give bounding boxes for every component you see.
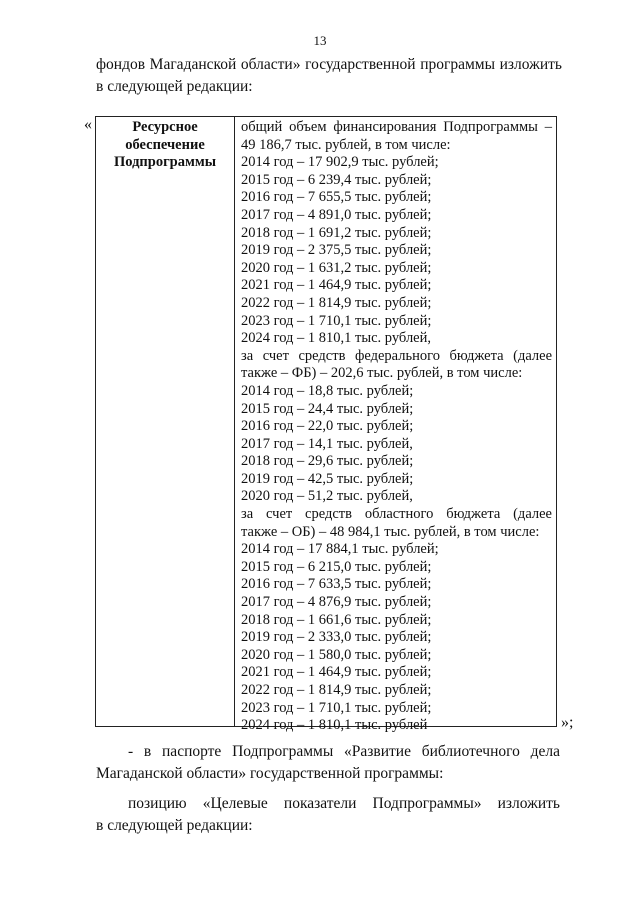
financing-line: 2014 год – 17 902,9 тыс. рублей; [241,154,439,171]
position-paragraph-line-2: в следующей редакции: [96,817,253,834]
financing-line: 2016 год – 7 633,5 тыс. рублей; [241,576,432,593]
financing-line: 2018 год – 1 661,6 тыс. рублей; [241,611,432,628]
financing-line: 2015 год – 6 215,0 тыс. рублей; [241,558,432,575]
financing-line: 2024 год – 1 810,1 тыс. рублей [241,717,428,734]
financing-line: 2021 год – 1 464,9 тыс. рублей; [241,664,432,681]
resource-label-cell [96,117,235,726]
financing-line: 2024 год – 1 810,1 тыс. рублей, [241,330,432,347]
page-number: 13 [313,33,327,48]
financing-line: 2018 год – 1 691,2 тыс. рублей; [241,224,432,241]
resource-values-cell [235,117,556,734]
financing-line: 2015 год – 24,4 тыс. рублей; [241,400,414,417]
financing-line: 2019 год – 2 333,0 тыс. рублей; [241,629,432,646]
financing-line: 2020 год – 1 580,0 тыс. рублей; [241,646,432,663]
position-paragraph [96,793,560,837]
closing-quote: »; [561,714,574,731]
resource-table [95,116,557,734]
financing-line: 2016 год – 22,0 тыс. рублей; [241,418,414,435]
resource-label-line: Ресурсное [132,119,198,135]
financing-line: 2017 год – 4 876,9 тыс. рублей; [241,594,432,611]
financing-line: 2020 год – 1 631,2 тыс. рублей; [241,259,432,276]
financing-line: 2022 год – 1 814,9 тыс. рублей; [241,682,432,698]
resource-label-line: Подпрограммы [113,154,217,171]
financing-line: 2020 год – 51,2 тыс. рублей, [241,488,413,505]
financing-line: 49 186,7 тыс. рублей, в том числе: [241,136,451,153]
financing-line: 2015 год – 6 239,4 тыс. рублей; [241,171,432,188]
financing-line: 2018 год – 29,6 тыс. рублей; [241,453,414,470]
financing-line: также – ОБ) – 48 984,1 тыс. рублей, в том числе: [241,523,540,540]
financing-line: общий объем финансирования Подпрограммы – [241,119,552,135]
bullet-paragraph-line-1: - в паспорте Подпрограммы «Развитие библиотечного дела [128,743,560,760]
financing-line: за счет средств федерального бюджета (далее [241,347,552,364]
financing-line: 2019 год – 2 375,5 тыс. рублей; [241,242,432,259]
financing-line: 2017 год – 4 891,0 тыс. рублей; [241,206,432,223]
resource-label-line: обеспечение [125,136,205,153]
financing-line: 2016 год – 7 655,5 тыс. рублей; [241,189,432,206]
financing-line: за счет средств областного бюджета (далее [241,506,552,523]
intro-line-2: в следующей редакции: [96,78,253,95]
financing-line: 2021 год – 1 464,9 тыс. рублей; [241,277,432,294]
bullet-paragraph [96,741,560,785]
financing-line: 2014 год – 17 884,1 тыс. рублей; [241,541,439,558]
financing-line: 2017 год – 14,1 тыс. рублей, [241,435,413,452]
financing-line: 2019 год – 42,5 тыс. рублей; [241,470,414,487]
position-paragraph-line-1: позицию «Целевые показатели Подпрограммы» изложить [128,795,560,812]
opening-quote: « [84,116,92,133]
financing-line: 2023 год – 1 710,1 тыс. рублей; [241,699,432,716]
intro-line-1: фондов Магаданской области» государственной программы изложить [96,56,562,73]
financing-line: 2014 год – 18,8 тыс. рублей; [241,382,414,399]
bullet-paragraph-line-2: Магаданской области» государственной программы: [96,765,444,782]
financing-line: 2023 год – 1 710,1 тыс. рублей; [241,312,432,329]
financing-line: также – ФБ) – 202,6 тыс. рублей, в том числе: [241,365,523,382]
financing-line: 2022 год – 1 814,9 тыс. рублей; [241,294,432,311]
